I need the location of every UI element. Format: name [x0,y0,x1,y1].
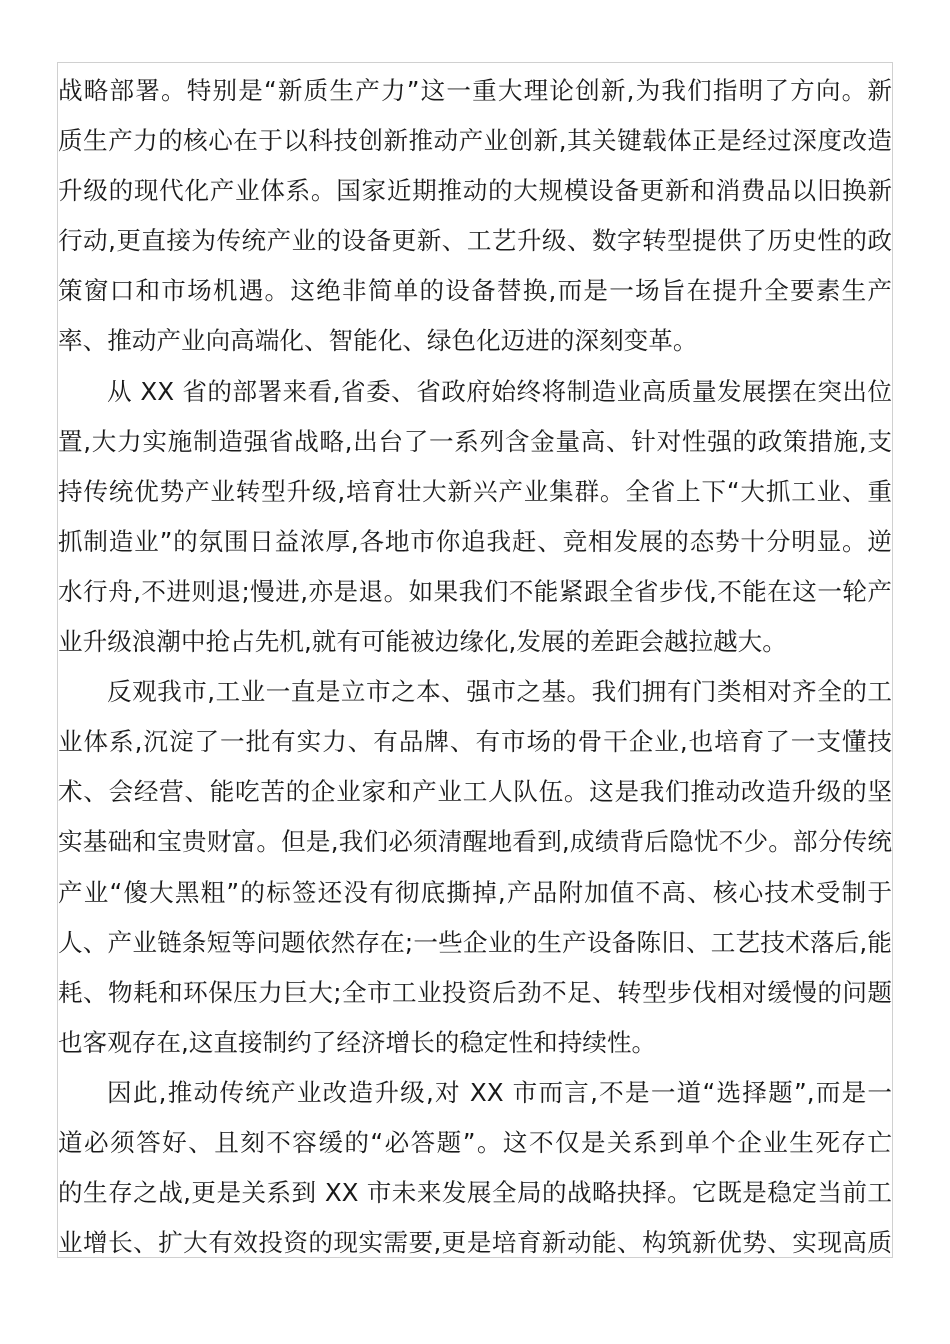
text-line: 升级的现代化产业体系。国家近期推动的大规模设备更新和消费品以旧换新 [58,176,892,206]
text-line: 道必须答好、且刻不容缓的“必答题”。这不仅是关系到单个企业生死存亡 [58,1127,892,1157]
text-line: 术、会经营、能吃苦的企业家和产业工人队伍。这是我们推动改造升级的坚 [58,777,892,807]
text-line: 策窗口和市场机遇。这绝非简单的设备替换,而是一场旨在提升全要素生产 [58,276,892,306]
text-line: 行动,更直接为传统产业的设备更新、工艺升级、数字转型提供了历史性的政 [58,226,892,256]
text-line: 水行舟,不进则退;慢进,亦是退。如果我们不能紧跟全省步伐,不能在这一轮产 [58,576,892,606]
text-line: 耗、物耗和环保压力巨大;全市工业投资后劲不足、转型步伐相对缓慢的问题 [58,977,892,1007]
text-line: 实基础和宝贵财富。但是,我们必须清醒地看到,成绩背后隐忧不少。部分传统 [58,827,892,857]
document-body [58,66,892,1268]
text-line: 人、产业链条短等问题依然存在;一些企业的生产设备陈旧、工艺技术落后,能 [58,927,892,957]
text-line: 业体系,沉淀了一批有实力、有品牌、有市场的骨干企业,也培育了一支懂技 [58,727,892,757]
paragraph-first-line: 因此,推动传统产业改造升级,对 XX 市而言,不是一道“选择题”,而是一 [107,1077,892,1107]
paragraph-last-line: 也客观存在,这直接制约了经济增长的稳定性和持续性。 [58,1027,657,1057]
paragraph-first-line: 从 XX 省的部署来看,省委、省政府始终将制造业高质量发展摆在突出位 [107,376,892,406]
text-line: 置,大力实施制造强省战略,出台了一系列含金量高、针对性强的政策措施,支 [58,426,892,456]
paragraph-first-line: 反观我市,工业一直是立市之本、强市之基。我们拥有门类相对齐全的工 [107,677,892,707]
text-line: 质生产力的核心在于以科技创新推动产业创新,其关键载体正是经过深度改造 [58,126,892,156]
text-line: 抓制造业”的氛围日益浓厚,各地市你追我赶、竞相发展的态势十分明显。逆 [58,526,892,556]
paragraph-last-line: 业升级浪潮中抢占先机,就有可能被边缘化,发展的差距会越拉越大。 [58,627,787,657]
text-line: 持传统优势产业转型升级,培育壮大新兴产业集群。全省上下“大抓工业、重 [58,476,892,506]
paragraph-last-line: 率、推动产业向高端化、智能化、绿色化迈进的深刻变革。 [58,326,698,356]
text-line: 产业“傻大黑粗”的标签还没有彻底撕掉,产品附加值不高、核心技术受制于 [58,877,892,907]
text-line: 的生存之战,更是关系到 XX 市未来发展全局的战略抉择。它既是稳定当前工 [58,1178,892,1208]
text-line: 业增长、扩大有效投资的现实需要,更是培育新动能、构筑新优势、实现高质 [58,1228,892,1258]
text-line: 战略部署。特别是“新质生产力”这一重大理论创新,为我们指明了方向。新 [58,76,892,105]
